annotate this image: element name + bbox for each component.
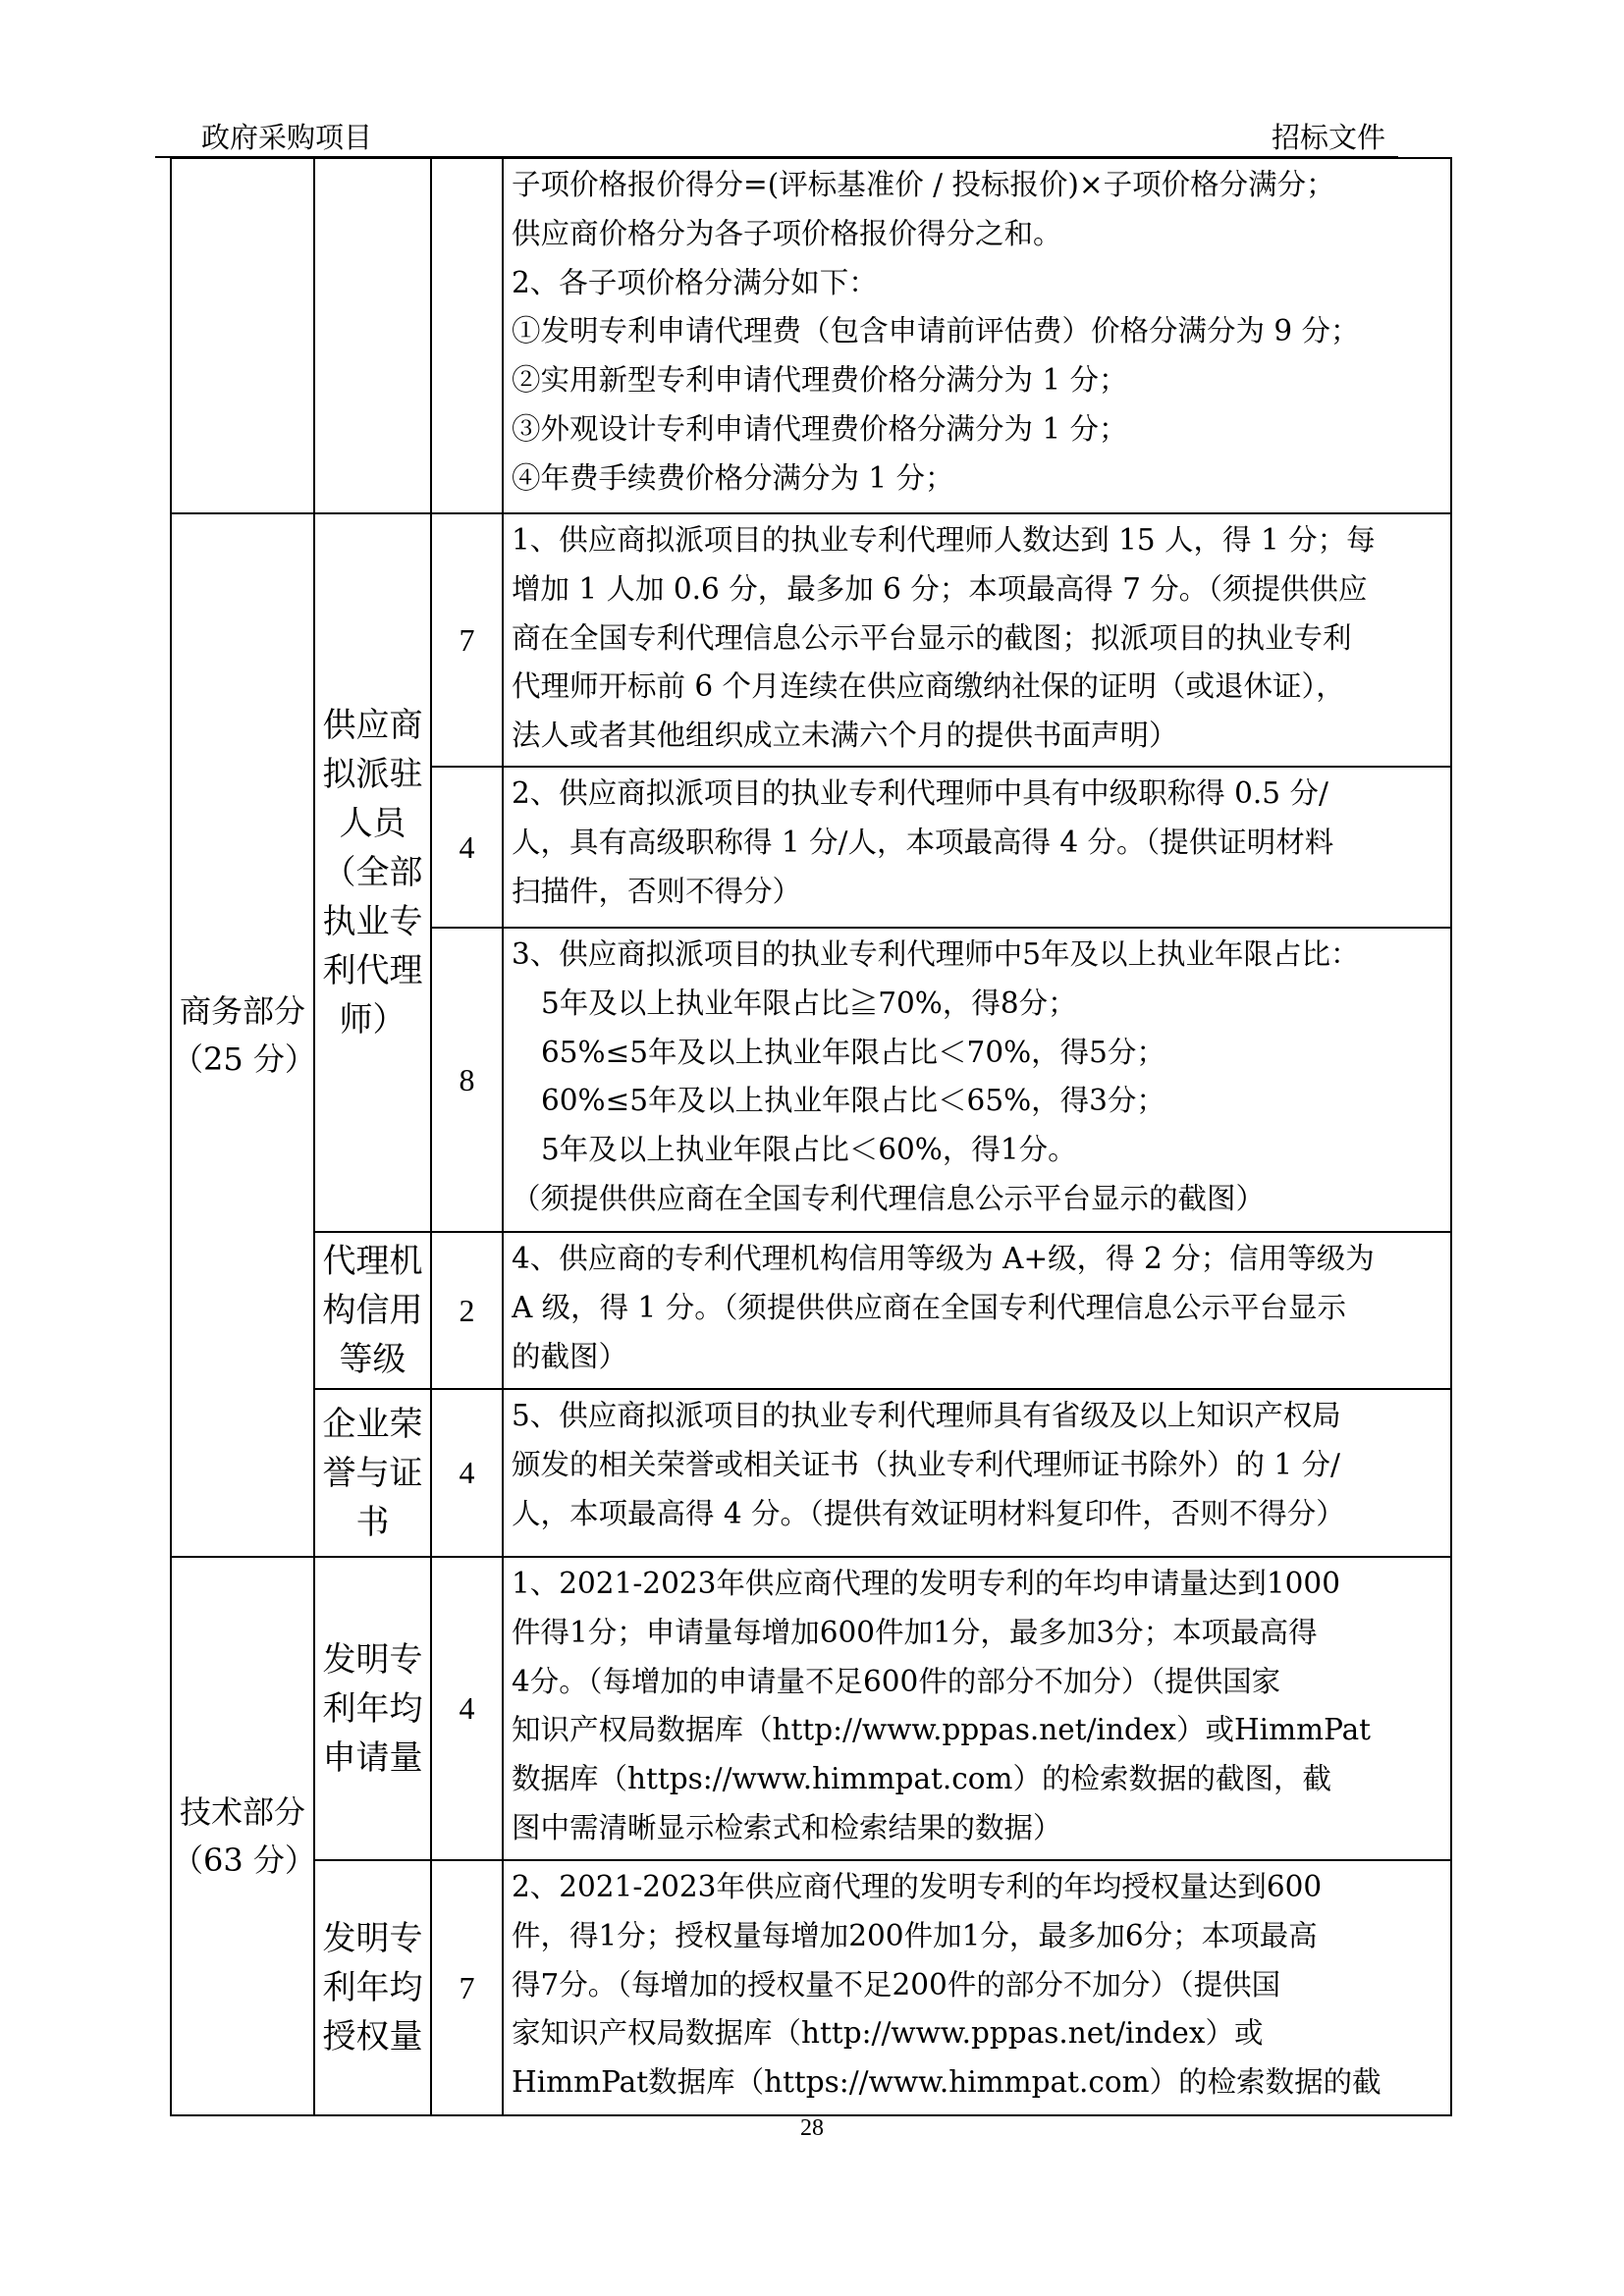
score-value: 7 [431,513,503,767]
criteria-line: 颁发的相关荣誉或相关证书（执业专利代理师证书除外）的 1 分/ [512,1447,1340,1481]
score-value: 4 [431,1389,503,1557]
criteria-cell [503,513,1451,767]
criteria-line: A 级，得 1 分。（须提供供应商在全国专利代理信息公示平台显示 [512,1290,1346,1324]
table-row [171,1557,1451,1860]
score-value: 7 [431,1860,503,2115]
category-technical: 技术部分（63 分） [171,1557,314,2115]
criteria-cell [503,928,1451,1232]
criteria-line: 的截图） [512,1339,628,1373]
criteria-line: 知识产权局数据库（http://www.pppas.net/index）或HimmPat [512,1713,1372,1747]
table-row [171,1389,1451,1557]
criteria-line: 得7分。（每增加的授权量不足200件的部分不加分）（提供国 [512,1967,1281,2002]
criteria-cell [503,158,1451,513]
criteria-cell [503,1557,1451,1860]
score-value: 4 [431,767,503,928]
criteria-line: 5年及以上执业年限占比≧70%，得8分； [541,986,1077,1020]
criteria-line: ③外观设计专利申请代理费价格分满分为 1 分； [512,411,1128,446]
criteria-line: 65%≤5年及以上执业年限占比＜70%，得5分； [541,1035,1165,1069]
criteria-line: 2、各子项价格分满分如下： [512,265,878,299]
criteria-line: 60%≤5年及以上执业年限占比＜65%，得3分； [541,1084,1165,1118]
criteria-cell [503,1232,1451,1389]
criteria-cell [503,1389,1451,1557]
scoring-table [170,157,1452,2116]
subitem-application-volume: 发明专利年均申请量 [314,1557,431,1860]
page-number: 28 [800,2115,824,2141]
subitem-personnel: 供应商拟派驻人员（全部执业专利代理师） [314,513,431,1232]
header-document-type: 招标文件 [1272,121,1386,154]
criteria-line: 供应商价格分为各子项价格报价得分之和。 [512,216,1062,250]
header-project-type: 政府采购项目 [201,121,373,154]
criteria-line: 件，得1分；授权量每增加200件加1分，最多加6分；本项最高 [512,1918,1318,1952]
score-cell [431,158,503,513]
criteria-line: ②实用新型专利申请代理费价格分满分为 1 分； [512,363,1128,398]
criteria-line: 1、2021-2023年供应商代理的发明专利的年均申请量达到1000 [512,1567,1340,1600]
category-business: 商务部分（25 分） [171,513,314,1557]
criteria-line: 商在全国专利代理信息公示平台显示的截图；拟派项目的执业专利 [512,620,1352,655]
criteria-line: 图中需清晰显示检索式和检索结果的数据） [512,1810,1062,1844]
criteria-cell [503,1860,1451,2115]
criteria-line: 4分。（每增加的申请量不足600件的部分不加分）（提供国家 [512,1664,1281,1698]
criteria-line: HimmPat数据库（https://www.himmpat.com）的检索数据的截 [512,2065,1381,2100]
score-value: 4 [431,1557,503,1860]
criteria-line: 2、供应商拟派项目的执业专利代理师中具有中级职称得 0.5 分/ [512,776,1328,810]
table-row [171,513,1451,767]
criteria-line: 5、供应商拟派项目的执业专利代理师具有省级及以上知识产权局 [512,1399,1341,1432]
criteria-line: ①发明专利申请代理费（包含申请前评估费）价格分满分为 9 分； [512,314,1360,348]
score-value: 8 [431,928,503,1232]
criteria-line: ④年费手续费价格分满分为 1 分； [512,460,954,495]
criteria-line: 人，具有高级职称得 1 分/人，本项最高得 4 分。（提供证明材料 [512,825,1334,859]
category-cell [171,158,314,513]
criteria-line: 2、2021-2023年供应商代理的发明专利的年均授权量达到600 [512,1870,1323,1903]
criteria-line: 5年及以上执业年限占比＜60%，得1分。 [541,1133,1077,1167]
criteria-line: 家知识产权局数据库（http://www.pppas.net/index）或 [512,2016,1264,2051]
table-row [171,1860,1451,2115]
criteria-line: 人，本项最高得 4 分。（提供有效证明材料复印件，否则不得分） [512,1496,1345,1530]
criteria-line: 1、供应商拟派项目的执业专利代理师人数达到 15 人，得 1 分；每 [512,523,1376,557]
criteria-line: 法人或者其他组织成立未满六个月的提供书面声明） [512,719,1178,753]
criteria-line: 代理师开标前 6 个月连续在供应商缴纳社保的证明（或退休证）， [512,669,1345,704]
subitem-cell [314,158,431,513]
subitem-credit-rating: 代理机构信用等级 [314,1232,431,1389]
criteria-line: 4、供应商的专利代理机构信用等级为 A+级，得 2 分；信用等级为 [512,1242,1375,1275]
table-row [171,158,1451,513]
criteria-line: 增加 1 人加 0.6 分，最多加 6 分；本项最高得 7 分。（须提供供应 [512,571,1368,606]
criteria-line: 件得1分；申请量每增加600件加1分，最多加3分；本项最高得 [512,1615,1318,1649]
table-row [171,1232,1451,1389]
score-value: 2 [431,1232,503,1389]
criteria-line: 数据库（https://www.himmpat.com）的检索数据的截图，截 [512,1762,1332,1796]
criteria-cell [503,767,1451,928]
criteria-line: 3、供应商拟派项目的执业专利代理师中5年及以上执业年限占比： [512,937,1360,971]
criteria-line: （须提供供应商在全国专利代理信息公示平台显示的截图） [512,1181,1266,1215]
subitem-grant-volume: 发明专利年均授权量 [314,1860,431,2115]
criteria-line: 扫描件，否则不得分） [512,874,802,908]
criteria-line: 子项价格报价得分=(评标基准价 / 投标报价)×子项价格分满分； [512,168,1335,201]
subitem-honors: 企业荣誉与证书 [314,1389,431,1557]
